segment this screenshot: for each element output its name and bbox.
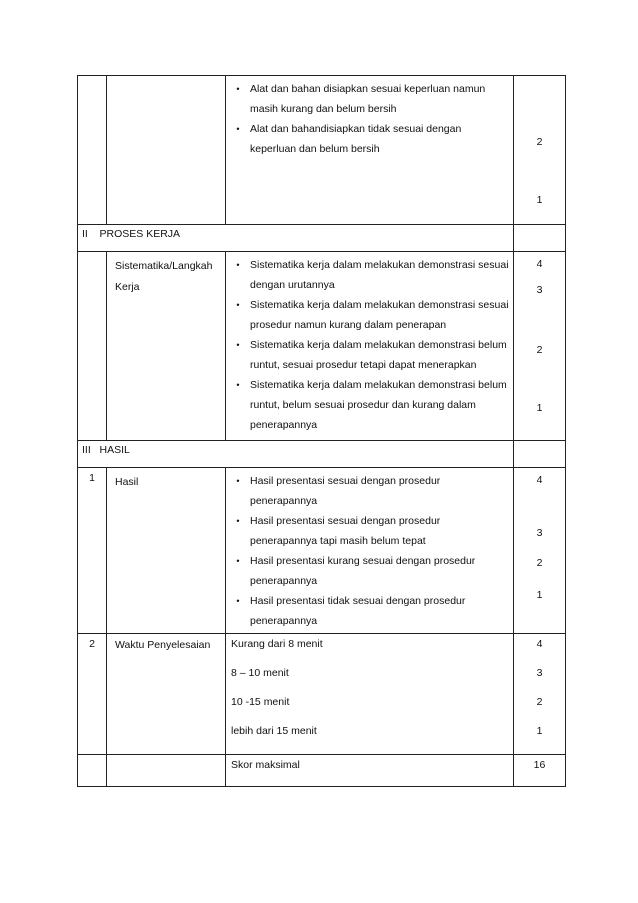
criteria-item: • Hasil presentasi sesuai dengan prosedur penerapannya tapi masih belum tepat	[226, 511, 509, 551]
bullet-icon: •	[236, 476, 240, 486]
criteria-cell	[226, 468, 514, 634]
criteria-item: • Sistematika kerja dalam melakukan demonstrasi sesuai dengan urutannya	[226, 255, 509, 295]
score-value: 4	[536, 474, 543, 486]
section-heading	[78, 441, 514, 468]
number-cell	[78, 252, 107, 441]
table-row	[78, 468, 566, 634]
assessment-rubric-table	[77, 75, 566, 787]
section-title: HASIL	[99, 444, 130, 456]
number-cell	[78, 76, 107, 225]
score-value: 1	[536, 194, 543, 206]
score-cell	[514, 252, 566, 441]
score-value: 1	[536, 725, 543, 737]
table-row	[78, 634, 566, 755]
criteria-item: Kurang dari 8 menit	[231, 638, 323, 650]
score-value: 2	[536, 557, 543, 569]
table-row	[78, 252, 566, 441]
score-value: 2	[536, 344, 543, 356]
total-value: 16	[514, 755, 566, 787]
score-value: 2	[536, 696, 543, 708]
score-value: 1	[536, 589, 543, 601]
score-value: 3	[536, 527, 543, 539]
score-cell	[514, 225, 566, 252]
bullet-icon: •	[236, 124, 240, 134]
score-cell	[514, 441, 566, 468]
score-cell	[514, 634, 566, 755]
criteria-item: lebih dari 15 menit	[231, 725, 317, 737]
criteria-item: • Sistematika kerja dalam melakukan demonstrasi belum runtut, belum sesuai prosedur dan kurang dalam penerapannya	[226, 375, 509, 435]
bullet-icon: •	[236, 516, 240, 526]
criteria-item: • Alat dan bahan disiapkan sesuai keperluan namun masih kurang dan belum bersih	[226, 79, 509, 119]
score-value: 3	[536, 667, 543, 679]
criteria-cell	[226, 252, 514, 441]
aspect-cell	[107, 76, 226, 225]
total-label: Skor maksimal	[226, 755, 514, 787]
score-value: 4	[536, 638, 543, 650]
section-number: II	[82, 228, 88, 240]
score-value: 1	[536, 402, 543, 414]
section-heading	[78, 225, 514, 252]
criteria-item: • Alat dan bahandisiapkan tidak sesuai dengan keperluan dan belum bersih	[226, 119, 509, 159]
aspect-cell: Waktu Penyelesaian	[107, 634, 226, 755]
number-cell: 1	[78, 468, 107, 634]
criteria-item: • Sistematika kerja dalam melakukan demonstrasi belum runtut, sesuai prosedur tetapi dapat menerapkan	[226, 335, 509, 375]
bullet-icon: •	[236, 300, 240, 310]
criteria-item: 8 – 10 menit	[231, 667, 289, 679]
score-cell	[514, 76, 566, 225]
bullet-icon: •	[236, 260, 240, 270]
score-value: 3	[536, 284, 543, 296]
bullet-icon: •	[236, 596, 240, 606]
bullet-icon: •	[236, 380, 240, 390]
section-number: III	[82, 444, 91, 456]
bullet-icon: •	[236, 340, 240, 350]
aspect-cell	[107, 755, 226, 787]
criteria-item: • Hasil presentasi sesuai dengan prosedur penerapannya	[226, 471, 509, 511]
aspect-cell: Sistematika/Langkah Kerja	[107, 252, 226, 441]
score-cell	[514, 468, 566, 634]
table-row	[78, 76, 566, 225]
criteria-item: • Sistematika kerja dalam melakukan demonstrasi sesuai prosedur namun kurang dalam penerapan	[226, 295, 509, 335]
criteria-cell	[226, 76, 514, 225]
criteria-cell	[226, 634, 514, 755]
score-value: 4	[536, 258, 543, 270]
aspect-cell: Hasil	[107, 468, 226, 634]
criteria-item: • Hasil presentasi kurang sesuai dengan prosedur penerapannya	[226, 551, 509, 591]
criteria-item: 10 -15 menit	[231, 696, 290, 708]
total-row	[78, 755, 566, 787]
bullet-icon: •	[236, 84, 240, 94]
number-cell: 2	[78, 634, 107, 755]
criteria-item: • Hasil presentasi tidak sesuai dengan prosedur penerapannya	[226, 591, 509, 631]
section-row	[78, 441, 566, 468]
score-value: 2	[536, 136, 543, 148]
section-row	[78, 225, 566, 252]
section-title: PROSES KERJA	[99, 228, 181, 240]
bullet-icon: •	[236, 556, 240, 566]
number-cell	[78, 755, 107, 787]
